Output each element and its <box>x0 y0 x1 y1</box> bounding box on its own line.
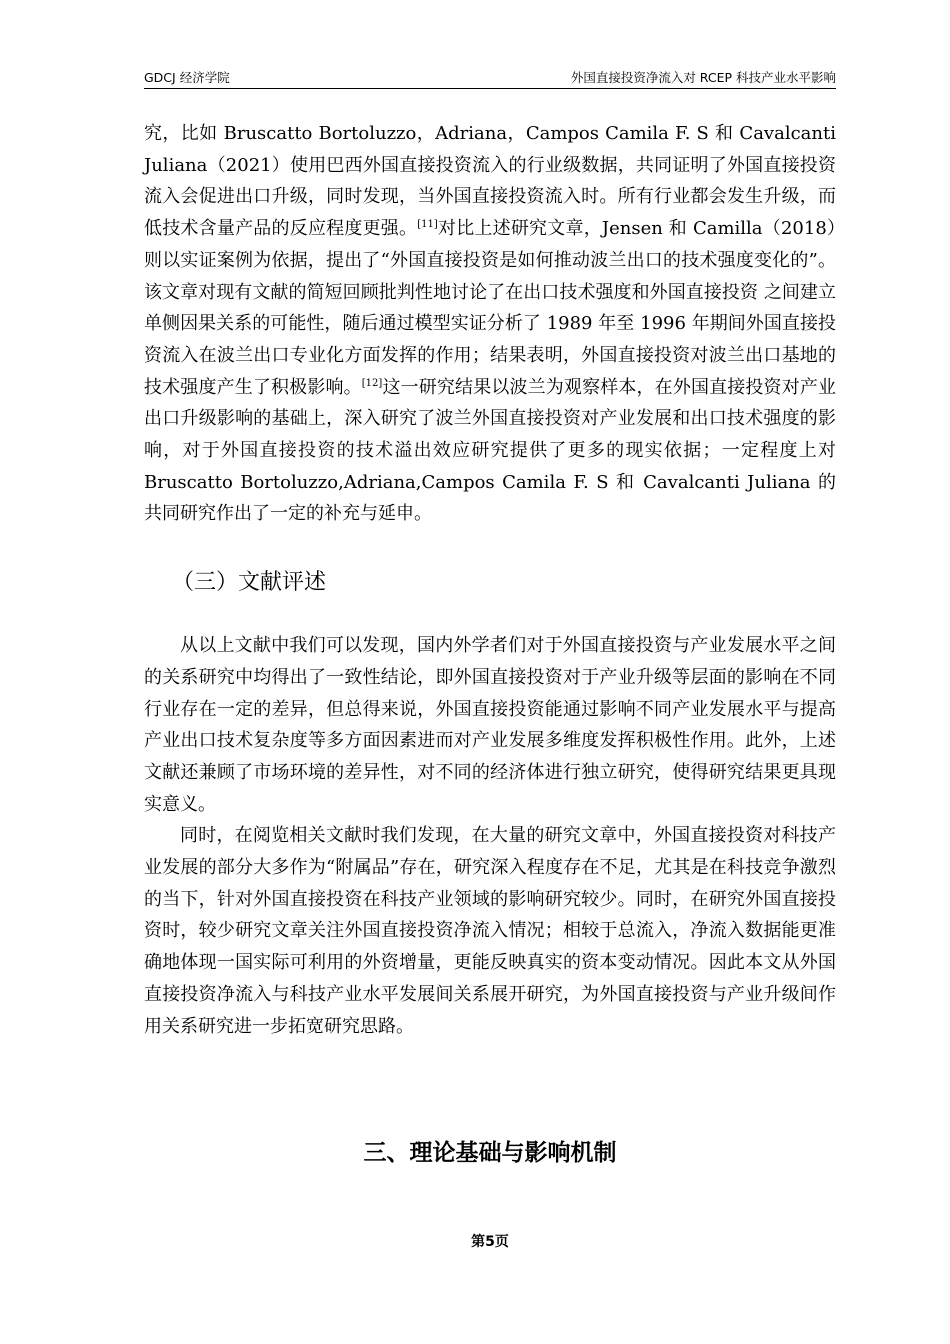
section-heading-literature-summary: （三）文献评述 <box>172 570 327 596</box>
paragraph-literature-review <box>144 118 836 530</box>
header-paper-title: 外国直接投资净流入对 RCEP 科技产业水平影响 <box>570 70 836 85</box>
body-text <box>144 118 836 1042</box>
paragraph-summary-2: 同时，在阅览相关文献时我们发现，在大量的研究文章中，外国直接投资对科技产业发展的部分大多作为“附属品”存在，研究深入程度存在不足，尤其是在科技竞争激烈的当下，针对外国直接投资在科技产业领域的影响研究较少。同时，在研究外国直接投资时，较少研究文章关注外国直接投资净流入情况；相较于总流入，净流入数据能更准确地体现一国实际可利用的外资增量，更能反映真实的资本变动情况。因此本文从外国直接投资净流入与科技产业水平发展间关系展开研究，为外国直接投资与产业升级间作用关系研究进一步拓宽研究思路。 <box>144 825 836 1037</box>
paragraph-text: 究，比如 Bruscatto Bortoluzzo，Adriana，Campos Camila F. S 和 Cavalcanti Juliana（2021）使用巴西外国直接投资流入的行业级数据，共同证明了外国直接投资流入会促进出口升级，同时发现，当外国直接投资流入时。所有行业都会发生升级，而低技术含量产品的反应程度更强。 <box>144 123 836 240</box>
citation-ref-11: [11] <box>417 219 438 231</box>
paragraph-text: 这一研究结果以波兰为观察样本，在外国直接投资对产业出口升级影响的基础上，深入研究了波兰外国直接投资对产业发展和出口技术强度的影响，对于外国直接投资的技术溢出效应研究提供了更多的现实依据；一定程度上对 Bruscatto Bortoluzzo,Adriana,Campos Camila F. S 和 Cavalcanti Juliana 的共同研究作出了一定的补充与延申。 <box>144 376 837 525</box>
page-number: 第5页 <box>471 1234 509 1250</box>
paragraph-text: 对比上述研究文章，Jensen 和 Camilla（2018）则以实证案例为依据，提出了“外国直接投资是如何推动波兰出口的技术强度变化的”。该文章对现有文献的简短回顾批判性地讨论了在出口技术强度和外国直接投资 之间建立单侧因果关系的可能性，随后通过模型实证分析了 1989 年至 1996 年期间外国直接投资流入在波兰出口专业化方面发挥的作用；结果表明，外国直接投资对波兰出口基地的技术强度产生了积极影响。 <box>144 218 836 398</box>
header-institution: GDCJ 经济学院 <box>144 70 230 85</box>
paragraph-summary-1: 从以上文献中我们可以发现，国内外学者们对于外国直接投资与产业发展水平之间的关系研究中均得出了一致性结论，即外国直接投资对于产业升级等层面的影响在不同行业存在一定的差异，但总得来说，外国直接投资能通过影响不同产业发展水平与提高产业出口技术复杂度等多方面因素进而对产业发展多维度发挥积极性作用。此外，上述文献还兼顾了市场环境的差异性，对不同的经济体进行独立研究，使得研究结果更具现实意义。 <box>144 635 836 815</box>
citation-ref-12: [12] <box>361 377 383 389</box>
running-header <box>144 70 836 89</box>
chapter-heading: 三、理论基础与影响机制 <box>363 1140 617 1166</box>
